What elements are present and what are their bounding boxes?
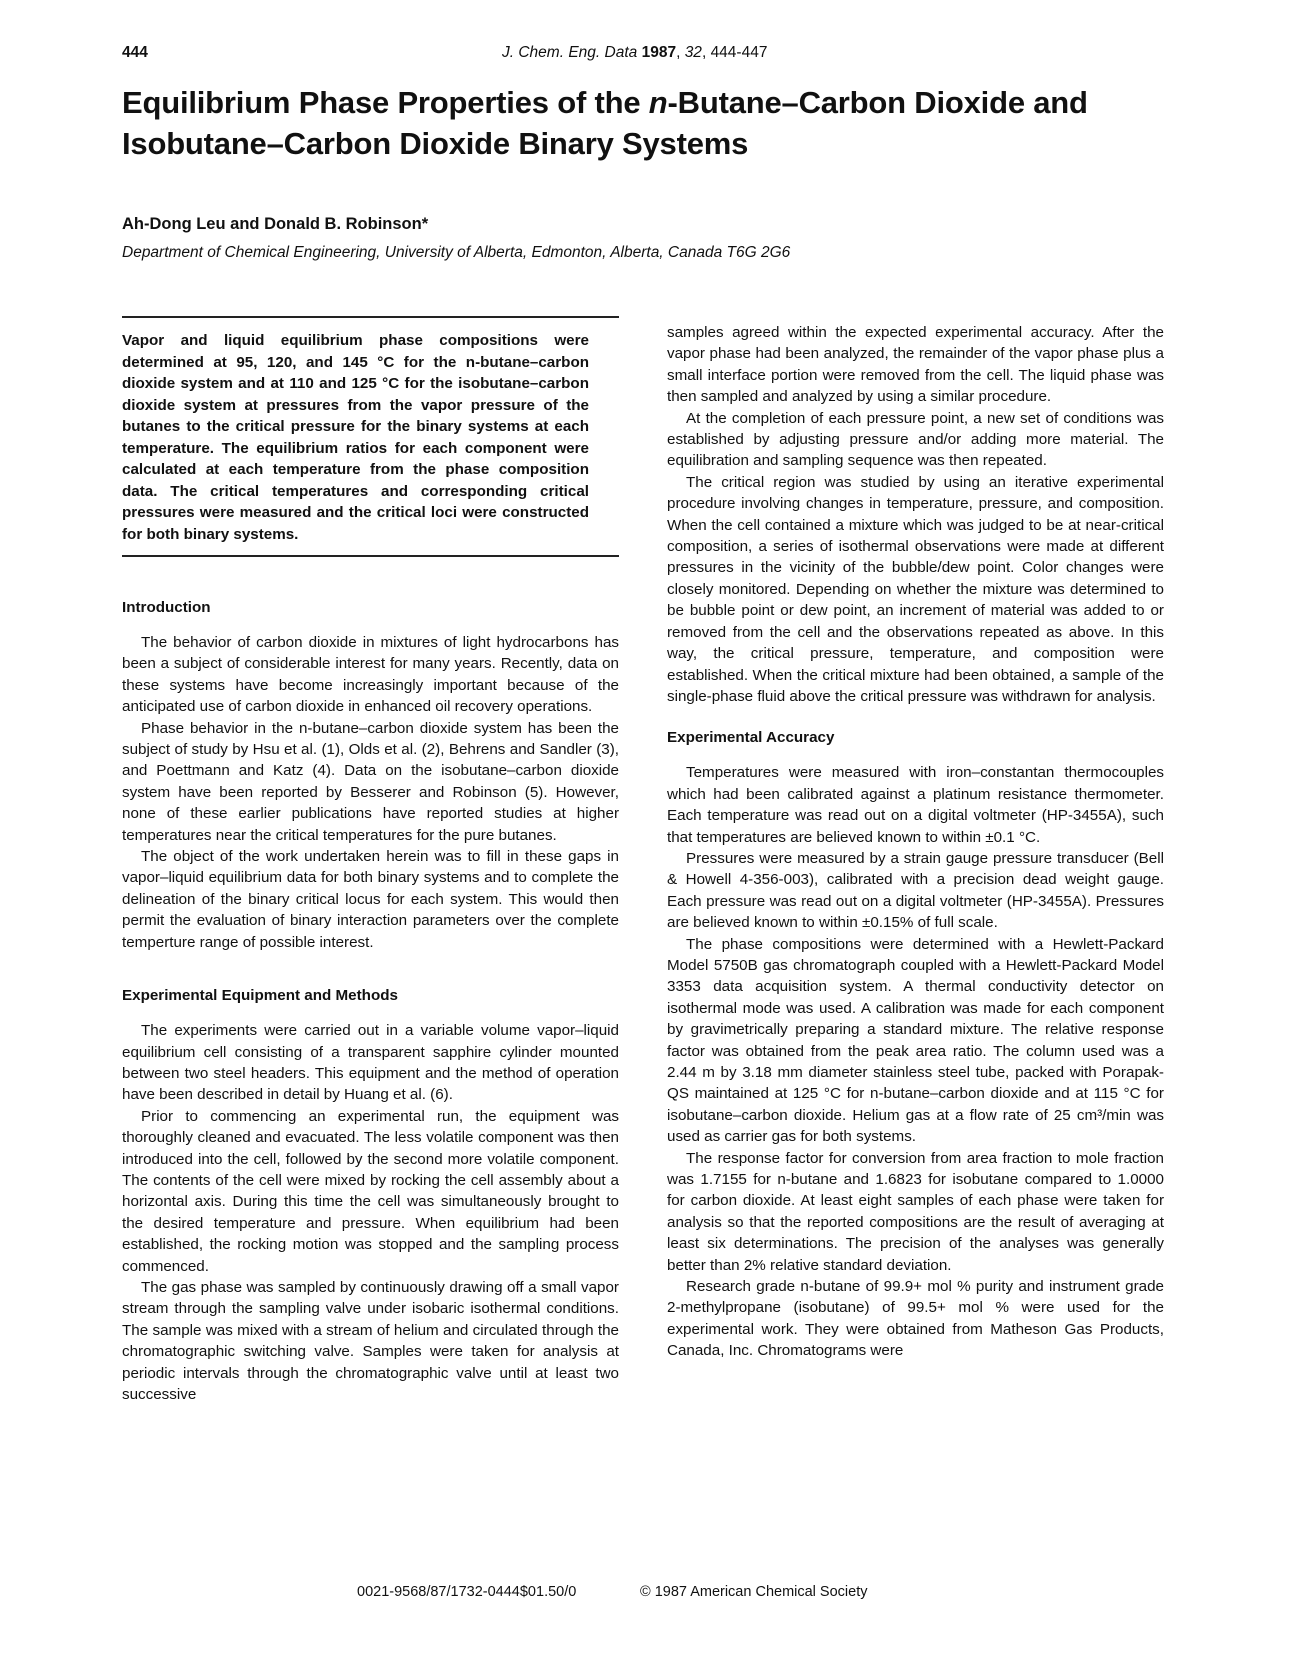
paragraph: The object of the work undertaken herein was to fill in these gaps in vapor–liquid equilibrium data for both binary systems and to complete the delineation of the binary critical locus for each system. This would then permit the evaluation of binary interaction parameters over the complete temperture range of possible interest. bbox=[122, 848, 619, 951]
abstract-text: Vapor and liquid equilibrium phase compositions were determined at 95, 120, and 145 °C for the n-butane–carbon dioxide system and at 110 and 125 °C for the isobutane–carbon dioxide system at pressures from the vapor pressure of the butanes to the critical pressure for the binary systems at each temperature. The equilibrium ratios for each component were calculated at each temperature from the phase composition data. The critical temperatures and corresponding critical pressures were measured and the critical loci were constructed for both binary systems. bbox=[122, 332, 589, 543]
title-line1-suffix: -Butane–Carbon Dioxide and bbox=[667, 85, 1088, 120]
accuracy-body bbox=[667, 762, 1164, 1361]
paragraph: Temperatures were measured with iron–constantan thermocouples which had been calibrated against a platinum resistance thermometer. Each temperature was read out on a digital voltmeter (HP-3455A), such that temperatures are believed known to within ±0.1 °C. bbox=[667, 764, 1164, 846]
affiliation: Department of Chemical Engineering, University of Alberta, Edmonton, Alberta, Canada T6G 2G6 bbox=[122, 244, 791, 261]
footer-code: 0021-9568/87/1732-0444$01.50/0 bbox=[357, 1584, 577, 1600]
title-line1-italic: n bbox=[648, 85, 668, 120]
paragraph: Prior to commencing an experimental run, the equipment was thoroughly cleaned and evacuated. The less volatile component was then introduced into the cell, followed by the second more volatile component. The contents of the cell were mixed by rocking the cell assembly about a horizontal axis. During this time the cell was simultaneously brought to the desired temperature and pressure. When equilibrium had been established, the rocking motion was stopped and the sampling process commenced. bbox=[122, 1107, 619, 1275]
methods-continued-body bbox=[667, 322, 1164, 707]
article-title bbox=[122, 82, 1182, 164]
paragraph: The critical region was studied by using an iterative experimental procedure involving changes in temperature, pressure, and composition. When the cell contained a mixture which was judged to be at near-critical composition, a series of isothermal observations were made at different pressures in the vicinity of the bubble/dew point. Color changes were closely monitored. Depending on whether the mixture was determined to be bubble point or dew point, an increment of material was added to or removed from the cell and the observations repeated as above. In this way, the critical pressure, temperature, and composition were established. When the critical mixture had been obtained, a sample of the single-phase fluid above the critical pressure was withdrawn for analysis. bbox=[667, 473, 1164, 705]
page-footer bbox=[0, 1584, 1292, 1608]
journal-pages: 444-447 bbox=[710, 44, 768, 61]
paragraph: The experiments were carried out in a variable volume vapor–liquid equilibrium cell consisting of a transparent sapphire cylinder mounted between two steel headers. This equipment and the method of operation have been described in detail by Huang et al. (6). bbox=[122, 1022, 619, 1104]
paragraph: Pressures were measured by a strain gauge pressure transducer (Bell & Howell 4-356-003), calibrated with a precision dead weight gauge. Each pressure was read out on a digital voltmeter (HP-3455A). Pressures are believed known to within ±0.15% of full scale. bbox=[667, 849, 1164, 932]
section-heading-equipment: Experimental Equipment and Methods bbox=[122, 987, 398, 1005]
paragraph: The response factor for conversion from area fraction to mole fraction was 1.7155 for n-butane and 1.6823 for isobutane compared to 1.0000 for carbon dioxide. At least eight samples of each phase were taken for analysis so that the reported compositions are the result of averaging at least six determinations. The precision of the analyses was generally better than 2% relative standard deviation. bbox=[667, 1149, 1164, 1274]
title-line1-prefix: Equilibrium Phase Properties of the bbox=[122, 85, 649, 120]
abstract bbox=[122, 316, 619, 557]
left-column bbox=[122, 316, 619, 1405]
journal-name: J. Chem. Eng. Data bbox=[502, 44, 638, 61]
paragraph: Phase behavior in the n-butane–carbon dioxide system has been the subject of study by Hsu et al. (1), Olds et al. (2), Behrens and Sandler (3), and Poettmann and Katz (4). Data on the isobutane–carbon dioxide system have been reported by Besserer and Robinson (5). However, none of these earlier publications have reported studies at higher temperatures near the critical temperatures for the pure butanes. bbox=[122, 719, 619, 844]
section-heading-accuracy: Experimental Accuracy bbox=[667, 729, 835, 747]
paragraph: The behavior of carbon dioxide in mixtures of light hydrocarbons has been a subject of considerable interest for many years. Recently, data on these systems have become increasingly important because of the anticipated use of carbon dioxide in enhanced oil recovery operations. bbox=[122, 634, 619, 716]
paragraph: Research grade n-butane of 99.9+ mol % purity and instrument grade 2-methylpropane (isobutane) of 99.5+ mol % were used for the experimental work. They were obtained from Matheson Gas Products, Canada, Inc. Chromatograms were bbox=[667, 1278, 1164, 1360]
equipment-body bbox=[122, 1020, 619, 1405]
journal-volume: 32 bbox=[684, 44, 702, 61]
authors: Ah-Dong Leu and Donald B. Robinson* bbox=[122, 215, 429, 233]
footer-copyright: © 1987 American Chemical Society bbox=[640, 1584, 868, 1600]
right-column bbox=[667, 322, 1164, 1362]
paragraph: The phase compositions were determined with a Hewlett-Packard Model 5750B gas chromatograph coupled with a Hewlett-Packard Model 3353 data acquisition system. A thermal conductivity detector on isothermal mode was used. A calibration was made for each component by gravimetrically preparing a standard mixture. The relative response factor was obtained from the peak area ratio. The column used was a 2.44 m by 3.18 mm diameter stainless steel tube, packed with Porapak-QS maintained at 125 °C for n-butane–carbon dioxide and at 115 °C for isobutane–carbon dioxide. Helium gas at a flow rate of 25 cm³/min was used as carrier gas for both systems. bbox=[667, 935, 1164, 1146]
paragraph: samples agreed within the expected experimental accuracy. After the vapor phase had been analyzed, the remainder of the vapor phase plus a small interface portion were removed from the cell. The liquid phase was then sampled and analyzed by using a similar procedure. bbox=[667, 324, 1164, 406]
running-head bbox=[122, 44, 1172, 68]
journal-year: 1987 bbox=[641, 44, 677, 61]
journal-citation: J. Chem. Eng. Data 1987, 32, 444-447 bbox=[502, 44, 768, 61]
section-heading-introduction: Introduction bbox=[122, 599, 211, 616]
paragraph: The gas phase was sampled by continuously drawing off a small vapor stream through the sampling valve under isobaric isothermal conditions. The sample was mixed with a stream of helium and circulated through the chromatographic switching valve. Samples were taken for analysis at periodic intervals through the chromatographic valve until at least two successive bbox=[122, 1278, 619, 1403]
introduction-body bbox=[122, 632, 619, 953]
title-line2: Isobutane–Carbon Dioxide Binary Systems bbox=[122, 126, 749, 161]
paragraph: At the completion of each pressure point, a new set of conditions was established by adjusting pressure and/or adding more material. The equilibration and sampling sequence was then repeated. bbox=[667, 409, 1164, 470]
page-number: 444 bbox=[122, 44, 148, 61]
